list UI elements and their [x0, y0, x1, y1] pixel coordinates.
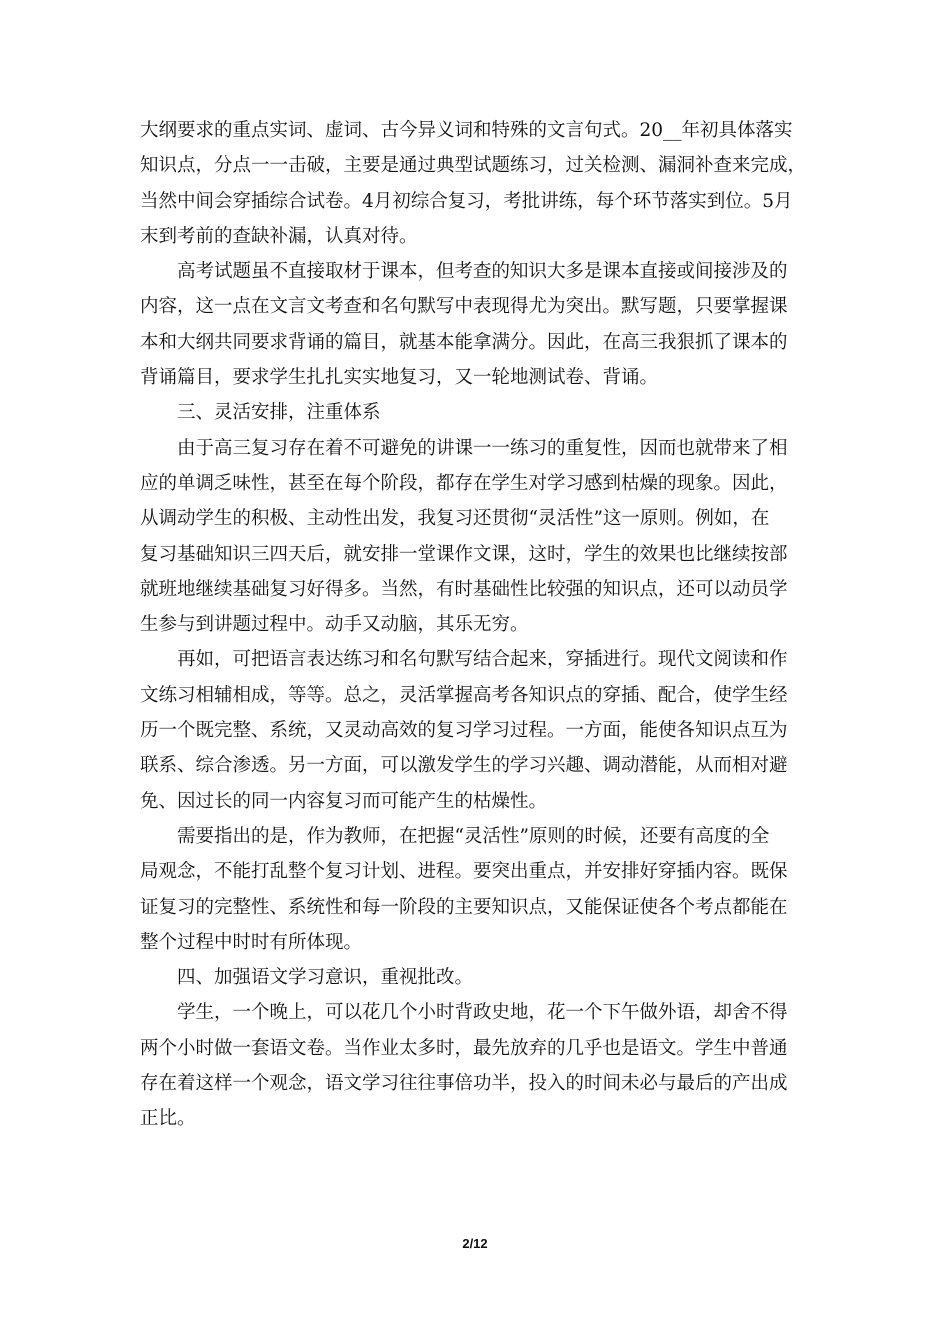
- text-line: 由于高三复习存在着不可避免的讲课一一练习的重复性，因而也就带来了相: [177, 437, 788, 459]
- text-line: 大纲要求的重点实词、虚词、古今异义词和特殊的文言句式。20__年初具体落实: [140, 120, 793, 141]
- text-line: 存在着这样一个观念，语文学习往往事倍功半，投入的时间未必与最后的产出成: [140, 1073, 788, 1095]
- text-line: 整个过程中时时有所体现。: [140, 931, 363, 953]
- text-line: 复习基础知识三四天后，就安排一堂课作文课，这时，学生的效果也比继续按部: [140, 543, 788, 565]
- text-line: 学生，一个晚上，可以花几个小时背政史地，花一个下午做外语，却舍不得: [177, 1002, 788, 1024]
- text-line: 再如，可把语言表达练习和名句默写结合起来，穿插进行。现代文阅读和作: [177, 649, 788, 671]
- text-line: 就班地继续基础复习好得多。当然，有时基础性比较强的知识点，还可以动员学: [140, 578, 788, 600]
- text-line: 内容，这一点在文言文考查和名句默写中表现得尤为突出。默写题，只要掌握课: [140, 296, 788, 318]
- text-line: 知识点，分点一一击破，主要是通过典型试题练习，过关检测、漏洞补查来完成，: [140, 155, 807, 177]
- text-line: 背诵篇目，要求学生扎扎实实地复习，又一轮地测试卷、背诵。: [140, 367, 659, 389]
- text-line: 三、灵活安排，注重体系: [177, 402, 381, 424]
- text-line: 两个小时做一套语文卷。当作业太多时，最先放弃的几乎也是语文。学生中普通: [140, 1037, 788, 1059]
- text-line: 生参与到讲题过程中。动手又动脑，其乐无穷。: [140, 614, 529, 636]
- text-line: 正比。: [140, 1108, 196, 1130]
- text-line: 四、加强语文学习意识，重视批改。: [177, 967, 474, 989]
- text-line: 联系、综合渗透。另一方面，可以激发学生的学习兴趣、调动潜能，从而相对避: [140, 755, 788, 777]
- page-number: 2/12: [462, 1236, 488, 1251]
- text-line: 末到考前的查缺补漏，认真对待。: [140, 225, 418, 247]
- text-line: 历一个既完整、系统，又灵动高效的复习学习过程。一方面，能使各知识点互为: [140, 720, 788, 742]
- text-line: 当然中间会穿插综合试卷。4月初综合复习，考批讲练，每个环节落实到位。5月: [140, 190, 793, 212]
- text-line: 文练习相辅相成，等等。总之，灵活掌握高考各知识点的穿插、配合，使学生经: [140, 684, 788, 706]
- body-text: [140, 113, 820, 1137]
- text-line: 从调动学生的积极、主动性出发，我复习还贯彻“灵活性”这一原则。例如，在: [140, 508, 770, 530]
- text-line: 高考试题虽不直接取材于课本，但考查的知识大多是课本直接或间接涉及的: [177, 261, 788, 283]
- text-line: 局观念，不能打乱整个复习计划、进程。要突出重点，并安排好穿插内容。既保: [140, 861, 788, 883]
- text-line: 本和大纲共同要求背诵的篇目，就基本能拿满分。因此，在高三我狠抓了课本的: [140, 331, 788, 353]
- text-line: 应的单调乏味性，甚至在每个阶段，都存在学生对学习感到枯燥的现象。因此，: [140, 472, 788, 494]
- text-line: 需要指出的是，作为教师，在把握“灵活性”原则的时候，还要有高度的全: [177, 825, 770, 847]
- text-line: 证复习的完整性、系统性和每一阶段的主要知识点，又能保证使各个考点都能在: [140, 896, 788, 918]
- text-line: 免、因过长的同一内容复习而可能产生的枯燥性。: [140, 790, 548, 812]
